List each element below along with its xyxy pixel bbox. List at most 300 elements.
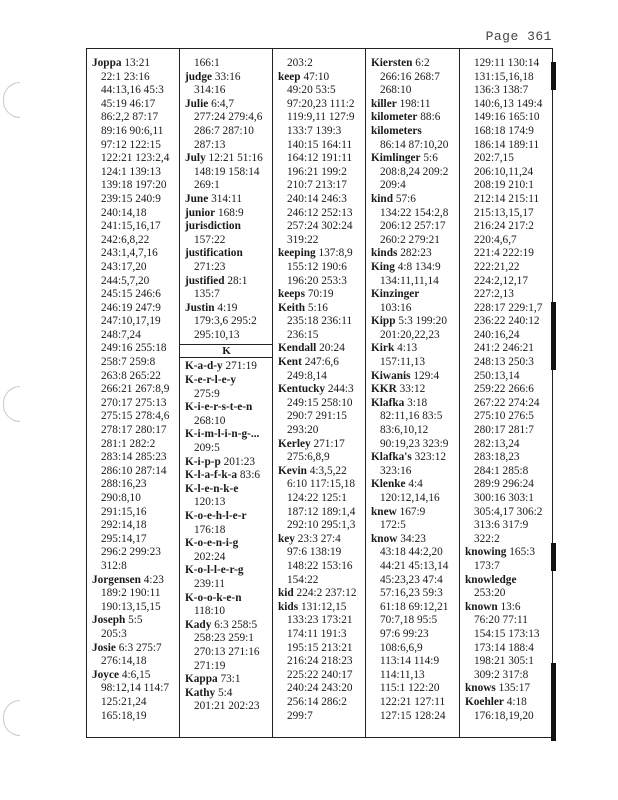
entry-first-line xyxy=(370,506,459,520)
page-line-reference: 240:16,24 xyxy=(474,328,520,341)
page-line-reference: 216:24 218:23 xyxy=(287,655,353,668)
page-line-reference: 5:6 xyxy=(423,152,438,165)
entry-headword: Kent xyxy=(278,356,302,369)
entry-headword: July xyxy=(185,152,206,165)
page-line-reference: 258:7 259:8 xyxy=(101,356,156,369)
entry-headword: KKR xyxy=(371,383,397,396)
page-line-reference: 290:7 291:15 xyxy=(287,410,347,423)
page-line-reference: 246:12 252:13 xyxy=(287,206,353,219)
page-line-reference: 6:2 xyxy=(415,57,430,69)
index-entry xyxy=(184,510,272,537)
page-line-reference: 5:5 xyxy=(128,614,143,627)
index-entry xyxy=(277,71,365,248)
page-line-reference: 239:11 xyxy=(194,577,225,590)
entry-headword: Klafka's xyxy=(371,451,412,464)
page-line-reference: 173:7 xyxy=(474,559,500,572)
entry-first-line xyxy=(277,587,365,601)
page-line-reference: 139:18 197:20 xyxy=(101,179,167,192)
entry-first-line xyxy=(277,247,365,261)
page-line-reference: 44:13,16 45:3 xyxy=(101,84,164,97)
entry-headword: King xyxy=(371,260,395,273)
page-line-reference: 271:19 xyxy=(194,659,226,672)
index-entry xyxy=(277,438,365,465)
entry-first-line xyxy=(184,483,272,497)
page-line-reference: 249:16 255:18 xyxy=(101,342,167,355)
page-line-reference: 187:12 189:1,4 xyxy=(287,505,356,518)
page-line-reference: 253:20 xyxy=(474,587,506,600)
entry-headword: kids xyxy=(278,600,299,613)
page-line-reference: 164:12 191:11 xyxy=(287,152,353,165)
page-line-reference: 133:23 173:21 xyxy=(287,614,353,627)
page-line-reference: 5:16 xyxy=(307,301,328,314)
page-line-reference: 165:18,19 xyxy=(101,709,147,722)
page-line-reference: 167:9 xyxy=(399,505,426,518)
page-line-reference: 140:6,13 149:4 xyxy=(474,97,543,110)
page-line-reference: 198:21 305:1 xyxy=(474,655,534,668)
page-line-reference: 313:6 317:9 xyxy=(474,519,529,532)
entry-first-line xyxy=(184,469,272,483)
page-line-reference: 250:13,14 xyxy=(474,369,520,382)
page-line-reference: 4:6,15 xyxy=(121,668,151,681)
page-line-reference: 6:4,7 xyxy=(211,97,234,110)
entry-headword: keeps xyxy=(278,288,305,301)
page-line-reference: 33:16 xyxy=(214,70,241,83)
page-line-reference: 312:8 xyxy=(101,559,127,572)
index-entry xyxy=(184,152,272,193)
index-entry xyxy=(370,506,459,533)
page-line-reference: 266:21 267:8,9 xyxy=(101,383,170,396)
entry-first-line xyxy=(277,71,365,85)
entry-headword: K-o-e-h-l-e-r xyxy=(185,510,247,522)
page-line-reference: 49:20 53:5 xyxy=(287,84,336,97)
index-entry xyxy=(370,478,459,505)
entry-first-line xyxy=(277,342,365,356)
page-line-reference: 98:12,14 114:7 xyxy=(101,682,169,695)
page-line-reference: 248:13 250:3 xyxy=(474,356,534,369)
index-column-3 xyxy=(273,49,366,737)
page-line-reference: 275:9 xyxy=(194,387,220,400)
page-line-reference: 195:15 213:21 xyxy=(287,641,353,654)
index-entry xyxy=(91,642,179,669)
index-entry xyxy=(277,533,365,587)
page-line-reference: 83:6 xyxy=(239,469,260,482)
page-line-reference: 259:22 266:6 xyxy=(474,383,534,396)
index-entry xyxy=(184,483,272,510)
page-line-reference: 23:3 27:4 xyxy=(297,532,341,545)
index-entry xyxy=(370,397,459,451)
entry-headword: K-o-o-k-e-n xyxy=(185,591,242,604)
page-line-reference: 34:23 xyxy=(400,532,426,545)
page-line-reference: 280:17 281:7 xyxy=(474,424,534,437)
page-line-reference: 309:2 317:8 xyxy=(474,668,529,681)
page-line-reference: 248:7,24 xyxy=(101,328,141,341)
entry-headword: Justin xyxy=(185,301,215,314)
entry-first-line xyxy=(184,401,272,415)
index-entry xyxy=(464,57,554,546)
page-line-reference: 228:17 229:1,7 xyxy=(474,301,543,314)
index-entry xyxy=(91,574,179,615)
page-line-reference: 323:16 xyxy=(380,464,412,477)
page-line-reference: 241:2 246:21 xyxy=(474,342,534,355)
page-line-reference: 44:21 45:13,14 xyxy=(380,559,449,572)
index-entry xyxy=(184,537,272,564)
page-line-reference: 295:10,13 xyxy=(194,328,240,341)
page-line-reference: 149:16 165:10 xyxy=(474,111,540,124)
page-line-reference: 198:11 xyxy=(399,97,431,110)
entry-headword: Kappa xyxy=(185,673,218,686)
entry-first-line xyxy=(464,682,554,696)
page-line-reference: 201:21 202:23 xyxy=(194,700,260,713)
page-line-reference: 61:18 69:12,21 xyxy=(380,600,449,613)
index-entry xyxy=(370,247,459,261)
entry-headword: Koehler xyxy=(465,695,504,708)
entry-first-line xyxy=(184,456,272,470)
page-line-reference: 282:23 xyxy=(400,247,432,260)
entry-headword: Kiersten xyxy=(371,57,413,69)
index-entry xyxy=(370,125,459,152)
entry-first-line xyxy=(184,207,272,221)
page-line-reference: 240:24 243:20 xyxy=(287,682,353,695)
entry-headword: Joyce xyxy=(92,668,119,681)
index-entry xyxy=(277,465,365,533)
page-line-reference: 245:15 246:6 xyxy=(101,288,161,301)
page-line-reference: 282:13,24 xyxy=(474,437,520,450)
page-line-reference: 129:11 130:14 xyxy=(474,57,540,69)
entry-headword: June xyxy=(185,192,209,205)
entry-first-line xyxy=(370,478,459,492)
index-entry xyxy=(184,401,272,428)
page-line-reference: 292:14,18 xyxy=(101,519,147,532)
entry-first-line xyxy=(370,288,459,302)
binder-hole xyxy=(3,386,20,422)
entry-first-line xyxy=(184,619,272,633)
entry-first-line xyxy=(277,438,365,452)
entry-headword: jurisdiction xyxy=(185,220,241,233)
page-line-reference: 300:16 303:1 xyxy=(474,492,534,504)
page-line-reference: 319:22 xyxy=(287,233,319,246)
entry-headword: Kimlinger xyxy=(371,152,421,165)
page-line-reference: 299:7 xyxy=(287,709,313,722)
page-line-reference: 4:4 xyxy=(408,478,423,491)
entry-headword: kilometers xyxy=(371,124,422,137)
index-entry xyxy=(184,687,272,714)
page-line-reference: 247:10,17,19 xyxy=(101,315,161,328)
page-line-reference: 293:20 xyxy=(287,424,319,437)
index-column-2 xyxy=(180,49,273,737)
entry-headword: Keith xyxy=(278,301,305,314)
page-line-reference: 154:15 173:13 xyxy=(474,627,540,640)
entry-first-line xyxy=(184,360,272,374)
entry-headword: K-o-e-n-i-g xyxy=(185,537,239,550)
page-line-reference: 281:1 282:2 xyxy=(101,437,156,450)
page-line-reference: 120:12,14,16 xyxy=(380,492,440,504)
index-entry xyxy=(464,546,554,573)
index-entry xyxy=(464,574,554,601)
entry-first-line xyxy=(464,601,554,615)
index-entry xyxy=(370,342,459,369)
entry-first-line xyxy=(370,111,459,125)
page-line-reference: 256:14 286:2 xyxy=(287,695,347,708)
page-line-reference: 137:8,9 xyxy=(318,247,353,260)
page-line-reference: 129:4 xyxy=(413,369,440,382)
page-line-reference: 242:6,8,22 xyxy=(101,233,150,246)
entry-headword: K-a-d-y xyxy=(185,360,223,373)
page-line-reference: 215:13,15,17 xyxy=(474,206,534,219)
entry-headword: K-l-a-f-k-a xyxy=(185,469,238,482)
index-entry xyxy=(370,533,459,723)
page-line-reference: 154:22 xyxy=(287,573,319,586)
entry-first-line xyxy=(184,98,272,112)
page-line-reference: 173:14 188:4 xyxy=(474,641,534,654)
index-entry xyxy=(184,619,272,673)
page-line-reference: 134:11,11,14 xyxy=(380,274,439,287)
page-line-reference: 135:7 xyxy=(194,288,220,301)
entry-headword: K-e-r-l-e-y xyxy=(185,374,237,387)
page-line-reference: 290:8,10 xyxy=(101,492,141,504)
binder-hole xyxy=(3,82,20,118)
page-line-reference: 135:17 xyxy=(498,682,530,695)
page-line-reference: 284:1 285:8 xyxy=(474,464,529,477)
entry-first-line xyxy=(184,193,272,207)
page-line-reference: 289:9 296:24 xyxy=(474,478,534,491)
entry-first-line xyxy=(184,687,272,701)
binder-hole xyxy=(3,700,20,736)
entry-first-line xyxy=(370,315,459,329)
page-line-reference: 244:3 xyxy=(327,383,354,396)
page-line-reference: 120:13 xyxy=(194,496,226,509)
index-entry xyxy=(370,111,459,125)
page-line-reference: 176:18,19,20 xyxy=(474,709,534,722)
index-entry xyxy=(370,383,459,397)
entry-headword: keep xyxy=(278,70,301,83)
entry-first-line xyxy=(370,370,459,384)
page-line-reference: 86:2,2 87:17 xyxy=(101,111,159,124)
entry-headword: knowledge xyxy=(465,573,517,586)
page-line-reference: 287:13 xyxy=(194,138,226,151)
entry-headword: knows xyxy=(465,682,496,695)
page-line-reference: 97:20,23 111:2 xyxy=(287,97,355,110)
entry-first-line xyxy=(277,356,365,370)
page-line-reference: 288:16,23 xyxy=(101,478,147,491)
index-entry xyxy=(277,247,365,288)
page-line-reference: 269:1 xyxy=(194,179,220,192)
page-line-reference: 155:12 190:6 xyxy=(287,260,347,273)
entry-headword: K-l-e-n-k-e xyxy=(185,482,239,495)
index-entry xyxy=(370,288,459,315)
index-entry xyxy=(277,356,365,383)
page-line-reference: 221:4 222:19 xyxy=(474,247,534,260)
page-line-reference: 4:8 134:9 xyxy=(397,260,441,273)
page-line-reference: 276:14,18 xyxy=(101,655,147,668)
entry-first-line xyxy=(91,57,179,71)
page-line-reference: 296:2 299:23 xyxy=(101,546,161,559)
page-line-reference: 206:10,11,24 xyxy=(474,165,534,178)
page-line-reference: 186:14 189:11 xyxy=(474,138,540,151)
word-index-table xyxy=(86,48,553,738)
page-line-reference: 5:3 199:20 xyxy=(398,315,447,328)
entry-first-line xyxy=(370,397,459,411)
index-entry xyxy=(277,383,365,437)
entry-headword: Kevin xyxy=(278,464,307,477)
section-header: K xyxy=(180,344,273,358)
entry-first-line xyxy=(370,451,459,465)
page-line-reference: 227:2,13 xyxy=(474,288,514,301)
page-line-reference: 166:1 xyxy=(194,57,220,69)
page-line-reference: 88:6 xyxy=(420,111,441,124)
page-line-reference: 157:11,13 xyxy=(380,356,426,369)
page-line-reference: 127:15 128:24 xyxy=(380,709,446,722)
entry-first-line xyxy=(370,383,459,397)
page-line-reference: 157:22 xyxy=(194,233,226,246)
page-line-reference: 6:3 258:5 xyxy=(214,618,258,631)
entry-headword: Kirk xyxy=(371,342,395,355)
index-entry xyxy=(464,682,554,696)
index-entry xyxy=(184,220,272,247)
entry-first-line xyxy=(277,288,365,302)
page-line-reference: 190:13,15,15 xyxy=(101,600,161,613)
page-line-reference: 241:15,16,17 xyxy=(101,220,161,233)
entry-headword: Kathy xyxy=(185,686,216,699)
page-line-reference: 6:3 275:7 xyxy=(118,641,162,654)
page-line-reference: 201:20,22,23 xyxy=(380,328,440,341)
page-line-reference: 122:21 123:2,4 xyxy=(101,152,170,165)
page-line-reference: 247:6,6 xyxy=(304,356,339,369)
entry-first-line xyxy=(184,428,272,442)
page-line-reference: 4:3,5,22 xyxy=(309,464,347,477)
page-line-reference: 291:15,16 xyxy=(101,505,147,518)
page-line-reference: 283:14 285:23 xyxy=(101,451,167,464)
page-line-reference: 97:6 99:23 xyxy=(380,627,429,640)
entry-headword: key xyxy=(278,532,295,545)
entry-headword: Kendall xyxy=(278,342,317,355)
page-line-reference: 148:19 158:14 xyxy=(194,165,260,178)
page-line-reference: 103:16 xyxy=(380,301,412,314)
entry-headword: Kiwanis xyxy=(371,369,411,382)
page-line-reference: 189:2 190:11 xyxy=(101,587,161,600)
page-line-reference: 244:5,7,20 xyxy=(101,274,150,287)
entry-first-line xyxy=(91,642,179,656)
page-line-reference: 4:23 xyxy=(143,573,164,586)
index-entry xyxy=(370,193,459,247)
entry-headword: Jorgensen xyxy=(92,573,141,586)
page-line-reference: 295:14,17 xyxy=(101,532,147,545)
page-line-reference: 266:16 268:7 xyxy=(380,70,440,83)
page-line-reference: 45:19 46:17 xyxy=(101,97,156,110)
entry-headword: kilometer xyxy=(371,111,418,124)
entry-first-line xyxy=(370,98,459,112)
index-entry xyxy=(184,302,272,343)
entry-first-line xyxy=(184,220,272,234)
entry-headword: Kinzinger xyxy=(371,288,420,301)
index-column-5 xyxy=(460,49,554,737)
page-number: Page 361 xyxy=(485,29,552,44)
page-line-reference: 268:10 xyxy=(194,414,226,427)
entry-headword: known xyxy=(465,600,498,613)
page-line-reference: 235:18 236:11 xyxy=(287,315,353,328)
entry-headword: knowing xyxy=(465,546,507,559)
page-line-reference: 4:19 xyxy=(217,301,238,314)
page-line-reference: 268:10 xyxy=(380,84,412,97)
entry-first-line xyxy=(370,193,459,207)
page-edge-mark xyxy=(551,663,556,741)
page-line-reference: 82:11,16 83:5 xyxy=(380,410,443,423)
entry-headword: keeping xyxy=(278,247,316,260)
entry-headword: know xyxy=(371,532,398,545)
page-line-reference: 90:19,23 323:9 xyxy=(380,437,449,450)
page-line-reference: 168:18 174:9 xyxy=(474,124,534,137)
page-line-reference: 206:12 257:17 xyxy=(380,220,446,233)
page-line-reference: 148:22 153:16 xyxy=(287,559,353,572)
page-line-reference: 45:23,23 47:4 xyxy=(380,573,443,586)
entry-first-line xyxy=(464,696,554,710)
entry-headword: Kentucky xyxy=(278,383,326,396)
page-line-reference: 271:23 xyxy=(194,260,226,273)
page-line-reference: 236:15 xyxy=(287,328,319,341)
entry-headword: K-i-e-r-s-t-e-n xyxy=(185,401,253,414)
entry-first-line xyxy=(370,152,459,166)
page-line-reference: 165:3 xyxy=(509,546,536,559)
page-line-reference: 4:18 xyxy=(506,695,527,708)
page-line-reference: 124:22 125:1 xyxy=(287,492,347,504)
entry-first-line xyxy=(184,247,272,261)
page-line-reference: 113:14 114:9 xyxy=(380,655,440,668)
page-line-reference: 43:18 44:2,20 xyxy=(380,546,443,559)
index-entry xyxy=(184,247,272,274)
page-line-reference: 108:6,6,9 xyxy=(380,641,423,654)
index-entry xyxy=(277,342,365,356)
entry-first-line xyxy=(277,302,365,316)
page-line-reference: 224:2 237:12 xyxy=(296,587,357,600)
index-entry xyxy=(370,451,459,478)
index-entry xyxy=(370,370,459,384)
page-line-reference: 240:14,18 xyxy=(101,206,147,219)
page-line-reference: 97:12 122:15 xyxy=(101,138,161,151)
entry-headword: K-i-p-p xyxy=(185,455,221,468)
entry-headword: knew xyxy=(371,505,397,518)
index-entry xyxy=(184,207,272,221)
page-line-reference: 286:10 287:14 xyxy=(101,464,167,477)
index-entry xyxy=(184,98,272,152)
entry-first-line xyxy=(277,465,365,479)
entry-first-line xyxy=(91,574,179,588)
page-line-reference: 70:19 xyxy=(307,288,334,301)
page-line-reference: 278:17 280:17 xyxy=(101,424,167,437)
entry-first-line xyxy=(184,152,272,166)
page-line-reference: 89:16 90:6,11 xyxy=(101,124,164,137)
entry-first-line xyxy=(184,537,272,551)
page-line-reference: 275:6,8,9 xyxy=(287,451,330,464)
index-entry xyxy=(184,469,272,483)
page-line-reference: 314:16 xyxy=(194,84,226,97)
page-line-reference: 270:17 275:13 xyxy=(101,396,167,409)
page-line-reference: 246:19 247:9 xyxy=(101,301,161,314)
entry-first-line xyxy=(370,57,459,71)
page-line-reference: 6:10 117:15,18 xyxy=(287,478,355,491)
index-entry xyxy=(370,261,459,288)
entry-headword: Joseph xyxy=(92,614,126,627)
page-line-reference: 125:21,24 xyxy=(101,695,147,708)
page-line-reference: 196:20 253:3 xyxy=(287,274,347,287)
page-edge-mark xyxy=(551,62,556,90)
entry-headword: justified xyxy=(185,274,225,287)
entry-first-line xyxy=(464,546,554,560)
page-line-reference: 118:10 xyxy=(194,605,225,618)
page-line-reference: 124:1 139:13 xyxy=(101,165,161,178)
page-line-reference: 179:3,6 295:2 xyxy=(194,315,257,328)
index-entry xyxy=(277,587,365,601)
entry-headword: Julie xyxy=(185,97,209,110)
page-line-reference: 271:19 xyxy=(225,360,257,373)
